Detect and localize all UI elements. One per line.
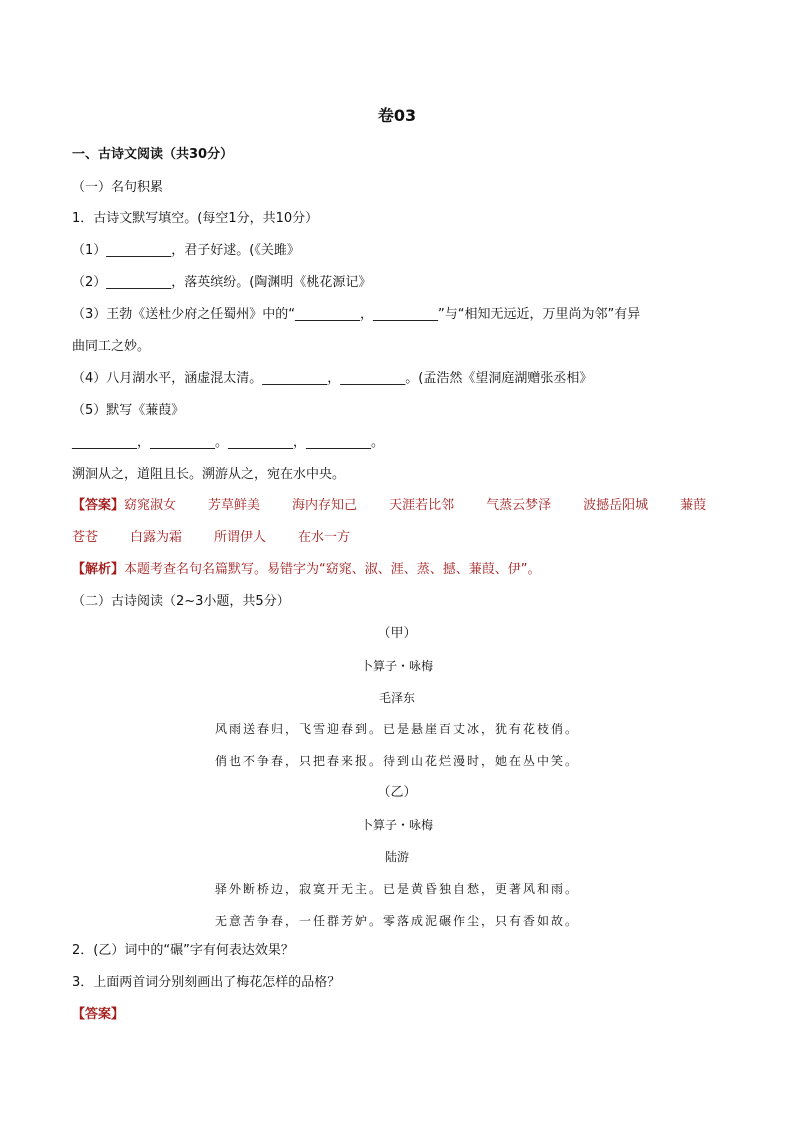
answer-item: 芳草鲜美 xyxy=(208,498,261,513)
answer-label: 【答案】 xyxy=(72,498,125,513)
poem-2-title: 卜算子・咏梅 xyxy=(360,818,433,832)
analysis-row xyxy=(72,561,732,579)
answer-item: 白露为霜 xyxy=(130,530,183,545)
poem-1-line: 俏也不争春，只把春来报。待到山花烂漫时，她在丛中笑。 xyxy=(214,754,579,768)
answer-item: 蒹葭 xyxy=(680,498,707,513)
answer-item: 波撼岳阳城 xyxy=(583,498,649,513)
question-1-item-5-blanks: __________，__________。__________，__________。 xyxy=(72,435,384,450)
analysis-text: 本题考查名句名篇默写。易错字为“窈窕、淑、涯、蒸、撼、蒹葭、伊”。 xyxy=(124,562,541,577)
question-1-item-1: （1）__________，君子好逑。(《关雎》 xyxy=(72,243,300,258)
answer-item: 气蒸云梦泽 xyxy=(486,498,552,513)
answer-row-1 xyxy=(72,497,732,515)
answer-item: 在水一方 xyxy=(298,530,351,545)
answer-label-2: 【答案】 xyxy=(72,1007,125,1022)
poem-2-author: 陆游 xyxy=(384,850,409,864)
question-1-item-4: （4）八月湖水平，涵虚混太清。__________，__________。(孟浩然《望洞庭湖赠张丞相》 xyxy=(72,371,593,386)
poem-1-mark: （甲） xyxy=(377,626,417,641)
answer-item: 天涯若比邻 xyxy=(389,498,455,513)
answer-item: 窈窕淑女 xyxy=(124,498,177,513)
poem-1-title: 卜算子・咏梅 xyxy=(360,659,433,673)
poem-1-author: 毛泽东 xyxy=(378,691,415,705)
question-1-item-5: （5）默写《蒹葭》 xyxy=(72,403,185,418)
question-3: 3．上面两首词分别刻画出了梅花怎样的品格？ xyxy=(72,975,341,990)
question-1-item-3: （3）王勃《送杜少府之任蜀州》中的“__________，__________”与“相知无远近，万里尚为邻”有异 xyxy=(72,307,641,322)
page-title: 卷03 xyxy=(377,106,417,125)
question-1: 1．古诗文默写填空。(每空1分，共10分） xyxy=(72,211,319,226)
answer-item: 苍苍 xyxy=(72,530,99,545)
poem-2-mark: （乙） xyxy=(377,785,417,800)
answer-item: 海内存知己 xyxy=(292,498,358,513)
poem-2-line: 无意苦争春，一任群芳妒。零落成泥碾作尘，只有香如故。 xyxy=(214,914,579,928)
question-2: 2．(乙）词中的“碾”字有何表达效果？ xyxy=(72,943,294,958)
question-1-item-3-cont: 曲同工之妙。 xyxy=(72,339,151,354)
question-1-item-5-text: 溯洄从之，道阻且长。溯游从之，宛在水中央。 xyxy=(72,467,346,482)
question-1-item-2: （2）__________，落英缤纷。(陶渊明《桃花源记》 xyxy=(72,275,372,290)
poem-2-line: 驿外断桥边，寂寞开无主。已是黄昏独自愁，更著风和雨。 xyxy=(214,882,579,896)
poem-1-line: 风雨送春归，飞雪迎春到。已是悬崖百丈冰，犹有花枝俏。 xyxy=(214,722,579,736)
subsection-heading: （一）名句积累 xyxy=(72,180,164,195)
subsection-heading-2: （二）古诗阅读（2~3小题，共5分） xyxy=(72,594,290,609)
analysis-label: 【解析】 xyxy=(72,562,125,577)
answer-row-2 xyxy=(72,529,732,547)
section-heading: 一、古诗文阅读（共30分） xyxy=(72,147,234,162)
answer-item: 所谓伊人 xyxy=(214,530,267,545)
